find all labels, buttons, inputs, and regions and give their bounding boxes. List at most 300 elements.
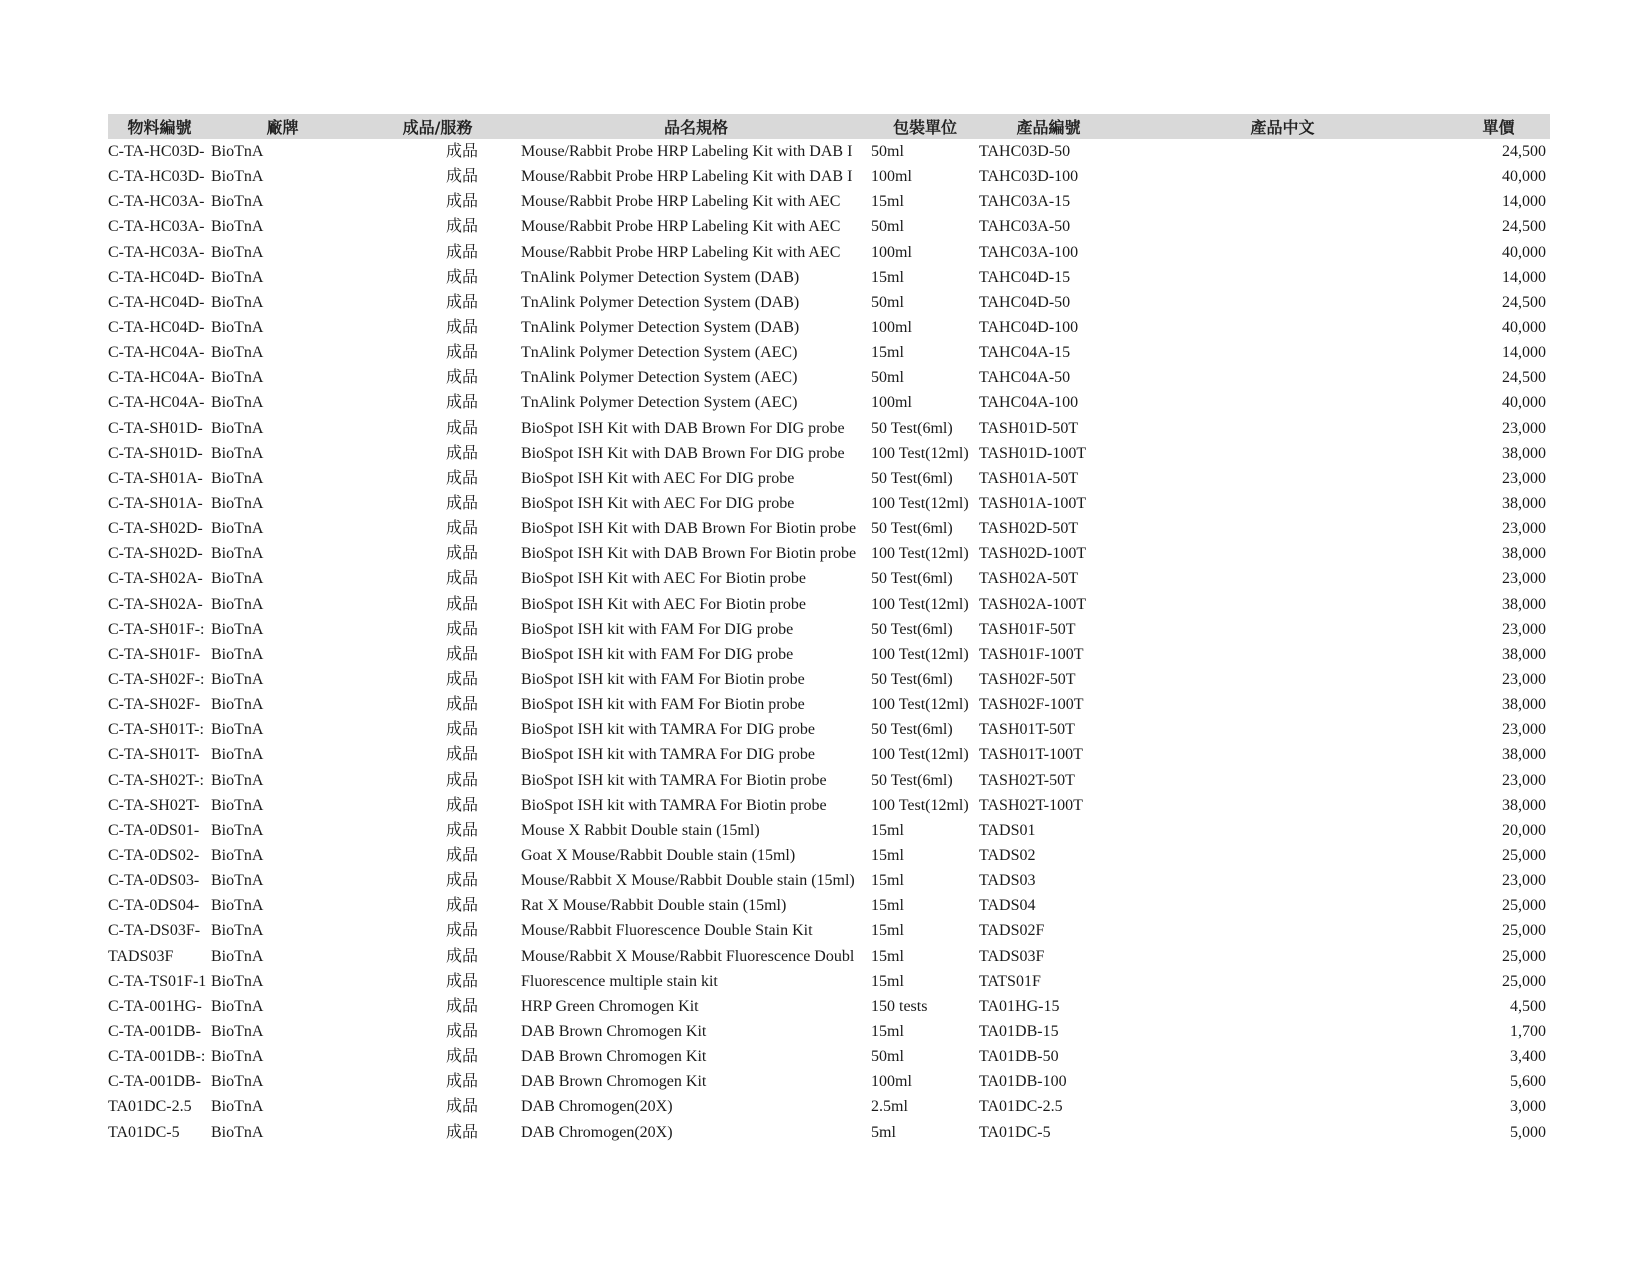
price-cell: 25,000 — [1502, 897, 1546, 915]
chinese-name-cell — [1118, 994, 1447, 1019]
spec-cell: Mouse/Rabbit X Mouse/Rabbit Double stain (15ml) — [521, 872, 855, 890]
price-cell: 14,000 — [1502, 193, 1546, 211]
material-no-cell: C-TA-SH02F- — [108, 696, 201, 714]
price-cell: 23,000 — [1502, 520, 1546, 538]
header-spec: 品名規格 — [663, 118, 728, 137]
product-no-cell: TAHC04A-15 — [979, 344, 1071, 362]
spec-cell: DAB Brown Chromogen Kit — [521, 1048, 707, 1066]
type-cell: 成品 — [446, 143, 479, 161]
type-cell: 成品 — [446, 268, 479, 286]
price-cell: 23,000 — [1502, 419, 1546, 437]
material-no-cell: TADS03F — [108, 947, 174, 965]
brand-cell: BioTnA — [211, 545, 264, 563]
brand-cell: BioTnA — [211, 897, 264, 915]
header-product-no: 產品編號 — [1016, 118, 1081, 137]
material-no-cell: C-TA-SH01F- — [108, 645, 201, 663]
product-no-cell: TAHC03D-50 — [979, 143, 1071, 161]
price-cell: 38,000 — [1502, 645, 1546, 663]
brand-cell: BioTnA — [211, 620, 264, 638]
type-cell: 成品 — [446, 771, 479, 789]
table-row — [108, 416, 1550, 441]
table-row — [108, 692, 1550, 717]
type-cell: 成品 — [446, 419, 479, 437]
chinese-name-cell — [1118, 189, 1447, 214]
chinese-name-cell — [1118, 290, 1447, 315]
type-cell: 成品 — [446, 997, 479, 1015]
chinese-name-cell — [1118, 1119, 1447, 1144]
price-cell: 3,400 — [1510, 1048, 1546, 1066]
price-cell: 40,000 — [1502, 319, 1546, 337]
table-row — [108, 290, 1550, 315]
type-cell: 成品 — [446, 972, 479, 990]
price-cell: 38,000 — [1502, 545, 1546, 563]
material-no-cell: TA01DC-5 — [108, 1123, 180, 1141]
package-cell: 50 Test(6ml) — [871, 771, 953, 789]
table-row — [108, 441, 1550, 466]
table-row — [108, 390, 1550, 415]
price-cell: 38,000 — [1502, 696, 1546, 714]
type-cell: 成品 — [446, 168, 479, 186]
price-cell: 38,000 — [1502, 746, 1546, 764]
header-brand: 廠牌 — [266, 118, 299, 137]
spec-cell: Mouse/Rabbit X Mouse/Rabbit Fluorescence Doubl — [521, 947, 855, 965]
brand-cell: BioTnA — [211, 1098, 264, 1116]
chinese-name-cell — [1118, 768, 1447, 793]
package-cell: 100 Test(12ml) — [871, 595, 969, 613]
brand-cell: BioTnA — [211, 872, 264, 890]
brand-cell: BioTnA — [211, 671, 264, 689]
spec-cell: Fluorescence multiple stain kit — [521, 972, 718, 990]
spec-cell: HRP Green Chromogen Kit — [521, 997, 699, 1015]
type-cell: 成品 — [446, 444, 479, 462]
spec-cell: TnAlink Polymer Detection System (DAB) — [521, 293, 800, 311]
spec-cell: Mouse/Rabbit Fluorescence Double Stain Kit — [521, 922, 813, 940]
header-package: 包裝單位 — [892, 118, 957, 137]
type-cell: 成品 — [446, 1073, 479, 1091]
type-cell: 成品 — [446, 469, 479, 487]
spec-cell: TnAlink Polymer Detection System (AEC) — [521, 344, 798, 362]
package-cell: 15ml — [871, 872, 904, 890]
material-no-cell: C-TA-DS03F- — [108, 922, 201, 940]
price-cell: 23,000 — [1502, 570, 1546, 588]
package-cell: 50 Test(6ml) — [871, 570, 953, 588]
brand-cell: BioTnA — [211, 972, 264, 990]
type-cell: 成品 — [446, 922, 479, 940]
brand-cell: BioTnA — [211, 394, 264, 412]
product-no-cell: TASH01A-50T — [979, 469, 1079, 487]
package-cell: 15ml — [871, 922, 904, 940]
price-cell: 38,000 — [1502, 796, 1546, 814]
brand-cell: BioTnA — [211, 796, 264, 814]
spec-cell: TnAlink Polymer Detection System (DAB) — [521, 268, 800, 286]
spec-cell: BioSpot ISH Kit with AEC For DIG probe — [521, 469, 795, 487]
table-row — [108, 994, 1550, 1019]
chinese-name-cell — [1118, 893, 1447, 918]
brand-cell: BioTnA — [211, 495, 264, 513]
spec-cell: BioSpot ISH Kit with DAB Brown For Biotin probe — [521, 545, 857, 563]
type-cell: 成品 — [446, 897, 479, 915]
table-row — [108, 466, 1550, 491]
product-no-cell: TASH02A-100T — [979, 595, 1087, 613]
price-list-table — [108, 114, 1550, 1145]
price-cell: 1,700 — [1510, 1022, 1546, 1040]
material-no-cell: C-TA-001HG- — [108, 997, 202, 1015]
brand-cell: BioTnA — [211, 570, 264, 588]
material-no-cell: C-TA-HC04D- — [108, 293, 205, 311]
spec-cell: TnAlink Polymer Detection System (AEC) — [521, 369, 798, 387]
table-row — [108, 139, 1550, 164]
product-no-cell: TAHC03A-15 — [979, 193, 1071, 211]
table-row — [108, 1069, 1550, 1094]
spec-cell: Rat X Mouse/Rabbit Double stain (15ml) — [521, 897, 787, 915]
package-cell: 15ml — [871, 947, 904, 965]
brand-cell: BioTnA — [211, 218, 264, 236]
chinese-name-cell — [1118, 139, 1447, 164]
price-cell: 25,000 — [1502, 922, 1546, 940]
type-cell: 成品 — [446, 1022, 479, 1040]
price-cell: 40,000 — [1502, 168, 1546, 186]
spec-cell: TnAlink Polymer Detection System (AEC) — [521, 394, 798, 412]
product-no-cell: TATS01F — [979, 972, 1041, 990]
package-cell: 15ml — [871, 821, 904, 839]
type-cell: 成品 — [446, 293, 479, 311]
brand-cell: BioTnA — [211, 922, 264, 940]
package-cell: 100 Test(12ml) — [871, 746, 969, 764]
product-no-cell: TADS03F — [979, 947, 1045, 965]
header-row — [108, 114, 1550, 139]
brand-cell: BioTnA — [211, 419, 264, 437]
brand-cell: BioTnA — [211, 520, 264, 538]
product-no-cell: TASH01F-100T — [979, 645, 1084, 663]
spec-cell: BioSpot ISH kit with TAMRA For DIG probe — [521, 721, 815, 739]
product-no-cell: TADS04 — [979, 897, 1036, 915]
brand-cell: BioTnA — [211, 293, 264, 311]
product-no-cell: TASH02D-50T — [979, 520, 1079, 538]
material-no-cell: C-TA-0DS04- — [108, 897, 200, 915]
brand-cell: BioTnA — [211, 821, 264, 839]
brand-cell: BioTnA — [211, 696, 264, 714]
material-no-cell: C-TA-SH01D- — [108, 419, 203, 437]
price-cell: 24,500 — [1502, 293, 1546, 311]
product-no-cell: TAHC04D-100 — [979, 319, 1079, 337]
header-chinese-name: 產品中文 — [1250, 118, 1315, 137]
material-no-cell: C-TA-HC03A- — [108, 193, 205, 211]
chinese-name-cell — [1118, 240, 1447, 265]
price-cell: 24,500 — [1502, 143, 1546, 161]
spec-cell: BioSpot ISH kit with FAM For Biotin probe — [521, 696, 805, 714]
price-cell: 3,000 — [1510, 1098, 1546, 1116]
price-cell: 40,000 — [1502, 243, 1546, 261]
package-cell: 100ml — [871, 394, 912, 412]
brand-cell: BioTnA — [211, 847, 264, 864]
package-cell: 50ml — [871, 1048, 904, 1066]
table-row — [108, 240, 1550, 265]
price-cell: 23,000 — [1502, 872, 1546, 890]
package-cell: 100ml — [871, 243, 912, 261]
product-no-cell: TAHC03A-50 — [979, 218, 1071, 236]
product-no-cell: TA01DB-15 — [979, 1022, 1059, 1040]
table-row — [108, 516, 1550, 541]
price-cell: 23,000 — [1502, 620, 1546, 638]
table-row — [108, 189, 1550, 214]
chinese-name-cell — [1118, 441, 1447, 466]
type-cell: 成品 — [446, 495, 479, 513]
package-cell: 100ml — [871, 319, 912, 337]
product-no-cell: TA01DC-2.5 — [979, 1098, 1063, 1116]
type-cell: 成品 — [446, 847, 479, 864]
table-row — [108, 793, 1550, 818]
package-cell: 15ml — [871, 344, 904, 362]
product-no-cell: TADS02 — [979, 847, 1036, 864]
price-cell: 4,500 — [1510, 997, 1546, 1015]
table-row — [108, 164, 1550, 189]
table-row — [108, 742, 1550, 767]
spec-cell: BioSpot ISH Kit with DAB Brown For DIG probe — [521, 444, 845, 462]
brand-cell: BioTnA — [211, 444, 264, 462]
header-price: 單價 — [1482, 118, 1515, 137]
spec-cell: DAB Brown Chromogen Kit — [521, 1073, 707, 1091]
material-no-cell: C-TA-SH01T- — [108, 746, 200, 764]
package-cell: 50ml — [871, 293, 904, 311]
material-no-cell: C-TA-SH01F-: — [108, 620, 205, 638]
chinese-name-cell — [1118, 265, 1447, 290]
chinese-name-cell — [1118, 918, 1447, 943]
chinese-name-cell — [1118, 692, 1447, 717]
table-row — [108, 491, 1550, 516]
spec-cell: Mouse/Rabbit Probe HRP Labeling Kit with DAB I — [521, 168, 853, 186]
price-cell: 38,000 — [1502, 495, 1546, 513]
price-cell: 38,000 — [1502, 595, 1546, 613]
package-cell: 50 Test(6ml) — [871, 419, 953, 437]
material-no-cell: C-TA-HC04A- — [108, 344, 205, 362]
header-material-no: 物料編號 — [127, 118, 192, 137]
product-no-cell: TASH01T-50T — [979, 721, 1075, 739]
brand-cell: BioTnA — [211, 1022, 264, 1040]
chinese-name-cell — [1118, 466, 1447, 491]
table-row — [108, 617, 1550, 642]
price-cell: 25,000 — [1502, 847, 1546, 864]
chinese-name-cell — [1118, 1019, 1447, 1044]
chinese-name-cell — [1118, 642, 1447, 667]
spec-cell: BioSpot ISH Kit with AEC For DIG probe — [521, 495, 795, 513]
product-no-cell: TAHC03D-100 — [979, 168, 1079, 186]
product-no-cell: TASH01D-50T — [979, 419, 1079, 437]
material-no-cell: C-TA-HC04D- — [108, 319, 205, 337]
price-cell: 14,000 — [1502, 344, 1546, 362]
product-no-cell: TADS03 — [979, 872, 1036, 890]
table-body — [108, 139, 1550, 1145]
product-no-cell: TADS01 — [979, 821, 1036, 839]
spec-cell: DAB Chromogen(20X) — [521, 1098, 673, 1116]
type-cell: 成品 — [446, 369, 479, 387]
type-cell: 成品 — [446, 721, 479, 739]
chinese-name-cell — [1118, 416, 1447, 441]
type-cell: 成品 — [446, 671, 479, 689]
material-no-cell: C-TA-HC04A- — [108, 369, 205, 387]
brand-cell: BioTnA — [211, 143, 264, 161]
table-row — [108, 1044, 1550, 1069]
material-no-cell: C-TA-TS01F-1 — [108, 972, 207, 990]
product-no-cell: TAHC04A-100 — [979, 394, 1079, 412]
table-row — [108, 818, 1550, 843]
type-cell: 成品 — [446, 620, 479, 638]
chinese-name-cell — [1118, 1094, 1447, 1119]
package-cell: 2.5ml — [871, 1098, 908, 1116]
brand-cell: BioTnA — [211, 1073, 264, 1091]
type-cell: 成品 — [446, 645, 479, 663]
brand-cell: BioTnA — [211, 947, 264, 965]
spec-cell: Mouse/Rabbit Probe HRP Labeling Kit with AEC — [521, 193, 841, 211]
chinese-name-cell — [1118, 390, 1447, 415]
material-no-cell: C-TA-0DS02- — [108, 847, 200, 864]
brand-cell: BioTnA — [211, 369, 264, 387]
spec-cell: BioSpot ISH Kit with DAB Brown For Biotin probe — [521, 520, 857, 538]
price-cell: 5,600 — [1510, 1073, 1546, 1091]
package-cell: 50 Test(6ml) — [871, 469, 953, 487]
type-cell: 成品 — [446, 545, 479, 563]
price-cell: 5,000 — [1510, 1123, 1546, 1141]
chinese-name-cell — [1118, 1044, 1447, 1069]
table-row — [108, 340, 1550, 365]
package-cell: 100 Test(12ml) — [871, 444, 969, 462]
type-cell: 成品 — [446, 1123, 479, 1141]
spec-cell: BioSpot ISH kit with TAMRA For Biotin probe — [521, 796, 827, 814]
table-row — [108, 265, 1550, 290]
package-cell: 100ml — [871, 168, 912, 186]
type-cell: 成品 — [446, 595, 479, 613]
material-no-cell: C-TA-SH01A- — [108, 469, 203, 487]
price-cell: 20,000 — [1502, 821, 1546, 839]
material-no-cell: C-TA-SH02D- — [108, 545, 203, 563]
chinese-name-cell — [1118, 365, 1447, 390]
chinese-name-cell — [1118, 818, 1447, 843]
package-cell: 50ml — [871, 143, 904, 161]
chinese-name-cell — [1118, 742, 1447, 767]
spec-cell: BioSpot ISH kit with FAM For DIG probe — [521, 620, 794, 638]
type-cell: 成品 — [446, 746, 479, 764]
table-row — [108, 1019, 1550, 1044]
product-no-cell: TASH02T-50T — [979, 771, 1075, 789]
type-cell: 成品 — [446, 1098, 479, 1116]
brand-cell: BioTnA — [211, 645, 264, 663]
price-cell: 38,000 — [1502, 444, 1546, 462]
table-row — [108, 642, 1550, 667]
spec-cell: BioSpot ISH kit with TAMRA For DIG probe — [521, 746, 815, 764]
product-no-cell: TASH02T-100T — [979, 796, 1083, 814]
material-no-cell: C-TA-HC03A- — [108, 243, 205, 261]
material-no-cell: C-TA-SH02A- — [108, 570, 203, 588]
package-cell: 50ml — [871, 218, 904, 236]
package-cell: 15ml — [871, 268, 904, 286]
package-cell: 15ml — [871, 972, 904, 990]
package-cell: 50 Test(6ml) — [871, 721, 953, 739]
material-no-cell: C-TA-SH02T-: — [108, 771, 204, 789]
package-cell: 15ml — [871, 1022, 904, 1040]
package-cell: 15ml — [871, 193, 904, 211]
brand-cell: BioTnA — [211, 1123, 264, 1141]
material-no-cell: C-TA-0DS03- — [108, 872, 200, 890]
table-header — [108, 114, 1550, 139]
spec-cell: Mouse X Rabbit Double stain (15ml) — [521, 821, 760, 839]
brand-cell: BioTnA — [211, 997, 264, 1015]
material-no-cell: TA01DC-2.5 — [108, 1098, 192, 1116]
table-row — [108, 667, 1550, 692]
product-no-cell: TASH02D-100T — [979, 545, 1087, 563]
spec-cell: DAB Chromogen(20X) — [521, 1123, 673, 1141]
table-row — [108, 315, 1550, 340]
material-no-cell: C-TA-SH02F-: — [108, 671, 205, 689]
spec-cell: Mouse/Rabbit Probe HRP Labeling Kit with AEC — [521, 218, 841, 236]
price-cell: 23,000 — [1502, 469, 1546, 487]
price-cell: 24,500 — [1502, 369, 1546, 387]
price-cell: 25,000 — [1502, 947, 1546, 965]
material-no-cell: C-TA-HC04D- — [108, 268, 205, 286]
material-no-cell: C-TA-0DS01- — [108, 821, 200, 839]
spec-cell: TnAlink Polymer Detection System (DAB) — [521, 319, 800, 337]
product-no-cell: TA01DC-5 — [979, 1123, 1051, 1141]
chinese-name-cell — [1118, 541, 1447, 566]
spec-cell: BioSpot ISH Kit with AEC For Biotin probe — [521, 595, 806, 613]
table-row — [108, 1119, 1550, 1144]
package-cell: 100 Test(12ml) — [871, 545, 969, 563]
product-no-cell: TASH01A-100T — [979, 495, 1087, 513]
spec-cell: BioSpot ISH kit with FAM For DIG probe — [521, 645, 794, 663]
type-cell: 成品 — [446, 821, 479, 839]
package-cell: 50 Test(6ml) — [871, 671, 953, 689]
product-no-cell: TAHC04D-50 — [979, 293, 1071, 311]
price-cell: 23,000 — [1502, 721, 1546, 739]
brand-cell: BioTnA — [211, 344, 264, 362]
chinese-name-cell — [1118, 617, 1447, 642]
table-row — [108, 717, 1550, 742]
brand-cell: BioTnA — [211, 469, 264, 487]
product-no-cell: TA01DB-100 — [979, 1073, 1067, 1091]
type-cell: 成品 — [446, 243, 479, 261]
table-row — [108, 969, 1550, 994]
package-cell: 100 Test(12ml) — [871, 645, 969, 663]
material-no-cell: C-TA-HC04A- — [108, 394, 205, 412]
chinese-name-cell — [1118, 315, 1447, 340]
brand-cell: BioTnA — [211, 168, 264, 186]
material-no-cell: C-TA-SH01D- — [108, 444, 203, 462]
package-cell: 5ml — [871, 1123, 896, 1141]
material-no-cell: C-TA-001DB- — [108, 1073, 201, 1091]
table-row — [108, 868, 1550, 893]
table-row — [108, 541, 1550, 566]
chinese-name-cell — [1118, 969, 1447, 994]
table-row — [108, 843, 1550, 868]
package-cell: 100ml — [871, 1073, 912, 1091]
product-no-cell: TASH01T-100T — [979, 746, 1083, 764]
type-cell: 成品 — [446, 947, 479, 965]
brand-cell: BioTnA — [211, 1048, 264, 1066]
spec-cell: BioSpot ISH kit with TAMRA For Biotin probe — [521, 771, 827, 789]
material-no-cell: C-TA-HC03D- — [108, 168, 205, 186]
brand-cell: BioTnA — [211, 746, 264, 764]
material-no-cell: C-TA-HC03A- — [108, 218, 205, 236]
type-cell: 成品 — [446, 344, 479, 362]
package-cell: 50ml — [871, 369, 904, 387]
type-cell: 成品 — [446, 520, 479, 538]
table-row — [108, 768, 1550, 793]
type-cell: 成品 — [446, 218, 479, 236]
chinese-name-cell — [1118, 868, 1447, 893]
brand-cell: BioTnA — [211, 319, 264, 337]
header-type: 成品/服務 — [402, 118, 473, 137]
table-row — [108, 592, 1550, 617]
brand-cell: BioTnA — [211, 193, 264, 211]
package-cell: 15ml — [871, 847, 904, 864]
